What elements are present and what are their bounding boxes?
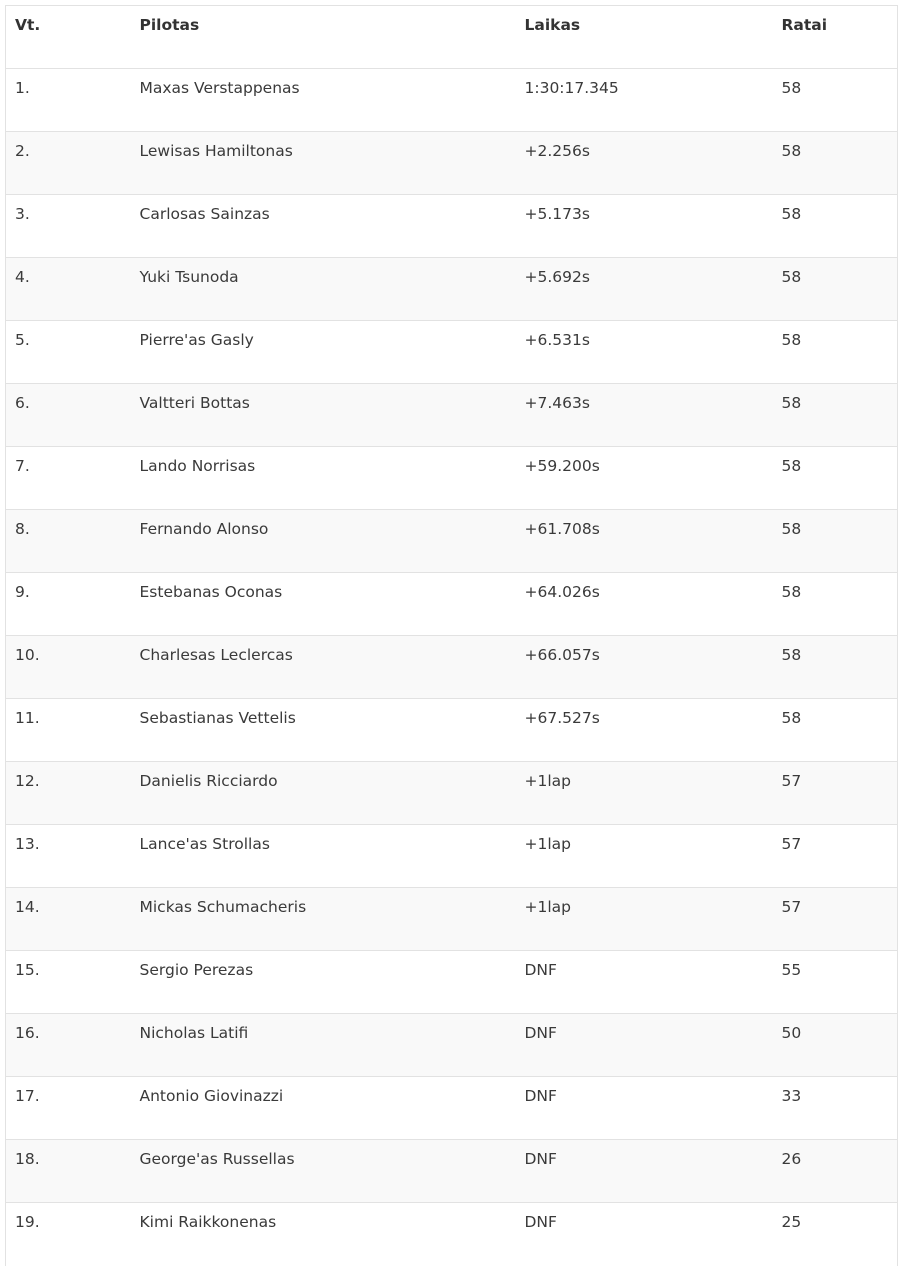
cell-laps: 55 [773,951,898,1014]
cell-laps: 26 [773,1140,898,1203]
table-row [6,699,898,762]
cell-driver: Fernando Alonso [131,510,516,573]
cell-driver: Sebastianas Vettelis [131,699,516,762]
cell-time: +64.026s [516,573,773,636]
cell-laps: 57 [773,888,898,951]
cell-position: 8. [6,510,131,573]
header-driver: Pilotas [131,6,516,69]
header-time: Laikas [516,6,773,69]
cell-laps: 58 [773,321,898,384]
table-row [6,825,898,888]
cell-driver: Estebanas Oconas [131,573,516,636]
cell-driver: Maxas Verstappenas [131,69,516,132]
cell-laps: 50 [773,1014,898,1077]
cell-laps: 58 [773,195,898,258]
cell-time: +2.256s [516,132,773,195]
cell-position: 7. [6,447,131,510]
table-row [6,384,898,447]
cell-laps: 58 [773,384,898,447]
table-row [6,132,898,195]
cell-driver: Sergio Perezas [131,951,516,1014]
table-row [6,321,898,384]
cell-time: +6.531s [516,321,773,384]
cell-position: 9. [6,573,131,636]
table-row [6,951,898,1014]
cell-laps: 58 [773,69,898,132]
cell-position: 17. [6,1077,131,1140]
table-row [6,447,898,510]
cell-driver: Pierre'as Gasly [131,321,516,384]
cell-driver: Charlesas Leclercas [131,636,516,699]
table-row [6,510,898,573]
cell-position: 13. [6,825,131,888]
cell-time: +7.463s [516,384,773,447]
cell-driver: Danielis Ricciardo [131,762,516,825]
cell-position: 14. [6,888,131,951]
cell-driver: Carlosas Sainzas [131,195,516,258]
cell-laps: 58 [773,447,898,510]
cell-time: +5.173s [516,195,773,258]
cell-position: 11. [6,699,131,762]
cell-time: +59.200s [516,447,773,510]
cell-position: 2. [6,132,131,195]
cell-time: DNF [516,1077,773,1140]
table-row [6,573,898,636]
table-row [6,762,898,825]
cell-laps: 58 [773,258,898,321]
cell-time: +1lap [516,825,773,888]
cell-driver: Antonio Giovinazzi [131,1077,516,1140]
cell-driver: George'as Russellas [131,1140,516,1203]
cell-time: +61.708s [516,510,773,573]
cell-driver: Kimi Raikkonenas [131,1203,516,1266]
cell-position: 16. [6,1014,131,1077]
table-header [6,6,898,69]
cell-position: 6. [6,384,131,447]
cell-driver: Lance'as Strollas [131,825,516,888]
table-row [6,258,898,321]
cell-position: 10. [6,636,131,699]
header-laps: Ratai [773,6,898,69]
cell-time: DNF [516,1140,773,1203]
race-results-table [5,5,898,1266]
cell-laps: 58 [773,132,898,195]
cell-laps: 58 [773,573,898,636]
cell-laps: 57 [773,825,898,888]
cell-laps: 58 [773,636,898,699]
table-row [6,1140,898,1203]
cell-position: 18. [6,1140,131,1203]
cell-driver: Valtteri Bottas [131,384,516,447]
cell-position: 15. [6,951,131,1014]
cell-laps: 58 [773,510,898,573]
cell-driver: Nicholas Latifi [131,1014,516,1077]
cell-position: 3. [6,195,131,258]
cell-time: DNF [516,1014,773,1077]
cell-laps: 25 [773,1203,898,1266]
cell-time: +66.057s [516,636,773,699]
cell-laps: 57 [773,762,898,825]
cell-position: 19. [6,1203,131,1266]
cell-time: +1lap [516,762,773,825]
cell-driver: Lewisas Hamiltonas [131,132,516,195]
cell-laps: 58 [773,699,898,762]
cell-time: +5.692s [516,258,773,321]
cell-time: DNF [516,1203,773,1266]
table-row [6,636,898,699]
cell-driver: Mickas Schumacheris [131,888,516,951]
cell-position: 12. [6,762,131,825]
cell-driver: Yuki Tsunoda [131,258,516,321]
table-row [6,888,898,951]
cell-position: 4. [6,258,131,321]
table-row [6,69,898,132]
header-row [6,6,898,69]
cell-driver: Lando Norrisas [131,447,516,510]
cell-position: 1. [6,69,131,132]
cell-time: +67.527s [516,699,773,762]
table-row [6,1014,898,1077]
cell-position: 5. [6,321,131,384]
cell-time: DNF [516,951,773,1014]
cell-time: +1lap [516,888,773,951]
header-position: Vt. [6,6,131,69]
cell-time: 1:30:17.345 [516,69,773,132]
table-row [6,1203,898,1266]
cell-laps: 33 [773,1077,898,1140]
table-row [6,1077,898,1140]
table-row [6,195,898,258]
table-body [6,69,898,1266]
